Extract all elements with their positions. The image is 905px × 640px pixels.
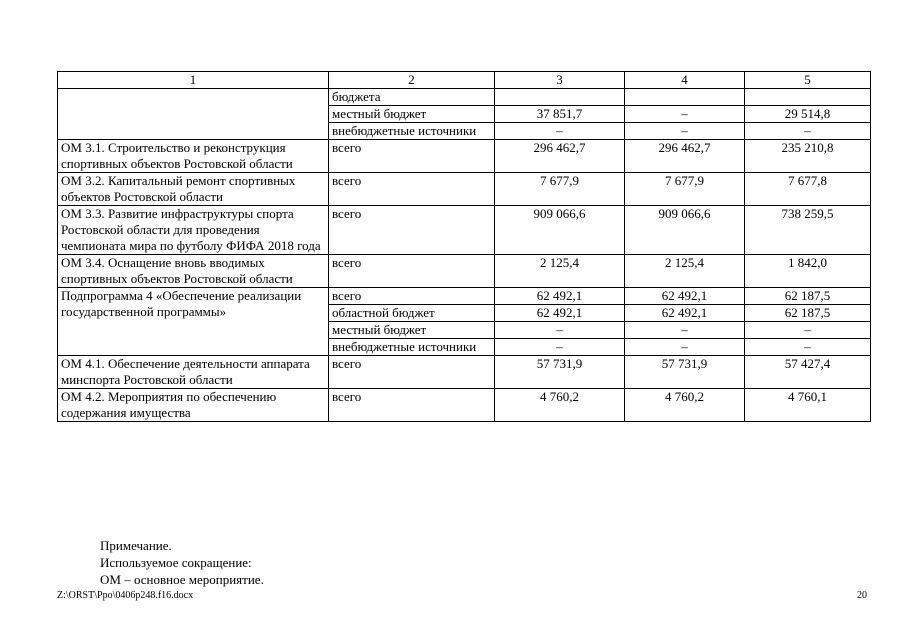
value-cell-col-4: 57 731,9 — [625, 356, 745, 389]
funding-source-cell: всего — [329, 206, 495, 255]
funding-source-cell: внебюджетные источники — [329, 123, 495, 140]
note-block — [100, 538, 500, 589]
measure-name-cell: Подпрограмма 4 «Обеспечение реализации государственной программы» — [58, 288, 329, 356]
value-cell-col-5: 4 760,1 — [745, 389, 871, 422]
page-number: 20 — [857, 590, 867, 601]
value-cell-col-3: 4 760,2 — [495, 389, 625, 422]
value-cell-col-4: – — [625, 322, 745, 339]
table-row — [58, 89, 871, 106]
value-cell-col-5 — [745, 89, 871, 106]
funding-source-cell: всего — [329, 389, 495, 422]
measure-name-cell: ОМ 3.2. Капитальный ремонт спортивных объектов Ростовской области — [58, 173, 329, 206]
value-cell-col-5: – — [745, 322, 871, 339]
note-line-definition: ОМ – основное мероприятие. — [100, 572, 264, 587]
column-header-3: 3 — [495, 72, 625, 89]
funding-source-cell: областной бюджет — [329, 305, 495, 322]
budget-table — [57, 71, 871, 422]
funding-source-cell: бюджета — [329, 89, 495, 106]
note-line-abbreviation: Используемое сокращение: — [100, 555, 252, 570]
table-row — [58, 173, 871, 206]
column-header-1: 1 — [58, 72, 329, 89]
measure-name-cell: ОМ 3.4. Оснащение вновь вводимых спортивных объектов Ростовской области — [58, 255, 329, 288]
value-cell-col-4 — [625, 89, 745, 106]
table-header-row — [58, 72, 871, 89]
value-cell-col-5: 62 187,5 — [745, 288, 871, 305]
footer-file-path: Z:\ORST\Ppo\0406p248.f16.docx — [57, 590, 194, 601]
value-cell-col-4: 62 492,1 — [625, 288, 745, 305]
measure-name-cell: ОМ 4.2. Мероприятия по обеспечению содержания имущества — [58, 389, 329, 422]
funding-source-cell: всего — [329, 255, 495, 288]
table-row — [58, 288, 871, 305]
table-row — [58, 356, 871, 389]
value-cell-col-3: 62 492,1 — [495, 305, 625, 322]
table-row — [58, 389, 871, 422]
table-row — [58, 140, 871, 173]
value-cell-col-4: – — [625, 339, 745, 356]
funding-source-cell: всего — [329, 288, 495, 305]
measure-name-cell: ОМ 4.1. Обеспечение деятельности аппарата минспорта Ростовской области — [58, 356, 329, 389]
value-cell-col-3: 57 731,9 — [495, 356, 625, 389]
value-cell-col-3: 37 851,7 — [495, 106, 625, 123]
value-cell-col-4: 4 760,2 — [625, 389, 745, 422]
value-cell-col-3: – — [495, 123, 625, 140]
funding-source-cell: всего — [329, 356, 495, 389]
value-cell-col-4: 62 492,1 — [625, 305, 745, 322]
table-row — [58, 206, 871, 255]
value-cell-col-5: – — [745, 339, 871, 356]
funding-source-cell: местный бюджет — [329, 106, 495, 123]
value-cell-col-5: 1 842,0 — [745, 255, 871, 288]
value-cell-col-5: – — [745, 123, 871, 140]
value-cell-col-3: 62 492,1 — [495, 288, 625, 305]
value-cell-col-5: 738 259,5 — [745, 206, 871, 255]
value-cell-col-5: 57 427,4 — [745, 356, 871, 389]
measure-name-cell: ОМ 3.1. Строительство и реконструкция спортивных объектов Ростовской области — [58, 140, 329, 173]
column-header-5: 5 — [745, 72, 871, 89]
table-row — [58, 255, 871, 288]
funding-source-cell: всего — [329, 173, 495, 206]
value-cell-col-4: 909 066,6 — [625, 206, 745, 255]
funding-source-cell: всего — [329, 140, 495, 173]
measure-name-cell — [58, 89, 329, 140]
funding-source-cell: местный бюджет — [329, 322, 495, 339]
value-cell-col-4: 2 125,4 — [625, 255, 745, 288]
note-title: Примечание. — [100, 538, 172, 553]
value-cell-col-3: 7 677,9 — [495, 173, 625, 206]
value-cell-col-3 — [495, 89, 625, 106]
value-cell-col-5: 62 187,5 — [745, 305, 871, 322]
value-cell-col-3: – — [495, 339, 625, 356]
value-cell-col-4: – — [625, 123, 745, 140]
column-header-4: 4 — [625, 72, 745, 89]
value-cell-col-4: 7 677,9 — [625, 173, 745, 206]
funding-source-cell: внебюджетные источники — [329, 339, 495, 356]
value-cell-col-3: 909 066,6 — [495, 206, 625, 255]
measure-name-cell: ОМ 3.3. Развитие инфраструктуры спорта Ростовской области для проведения чемпионата мира по футболу ФИФА 2018 года — [58, 206, 329, 255]
column-header-2: 2 — [329, 72, 495, 89]
table-body — [58, 89, 871, 422]
value-cell-col-3: 2 125,4 — [495, 255, 625, 288]
value-cell-col-3: 296 462,7 — [495, 140, 625, 173]
value-cell-col-3: – — [495, 322, 625, 339]
value-cell-col-5: 7 677,8 — [745, 173, 871, 206]
value-cell-col-4: 296 462,7 — [625, 140, 745, 173]
value-cell-col-4: – — [625, 106, 745, 123]
value-cell-col-5: 235 210,8 — [745, 140, 871, 173]
value-cell-col-5: 29 514,8 — [745, 106, 871, 123]
